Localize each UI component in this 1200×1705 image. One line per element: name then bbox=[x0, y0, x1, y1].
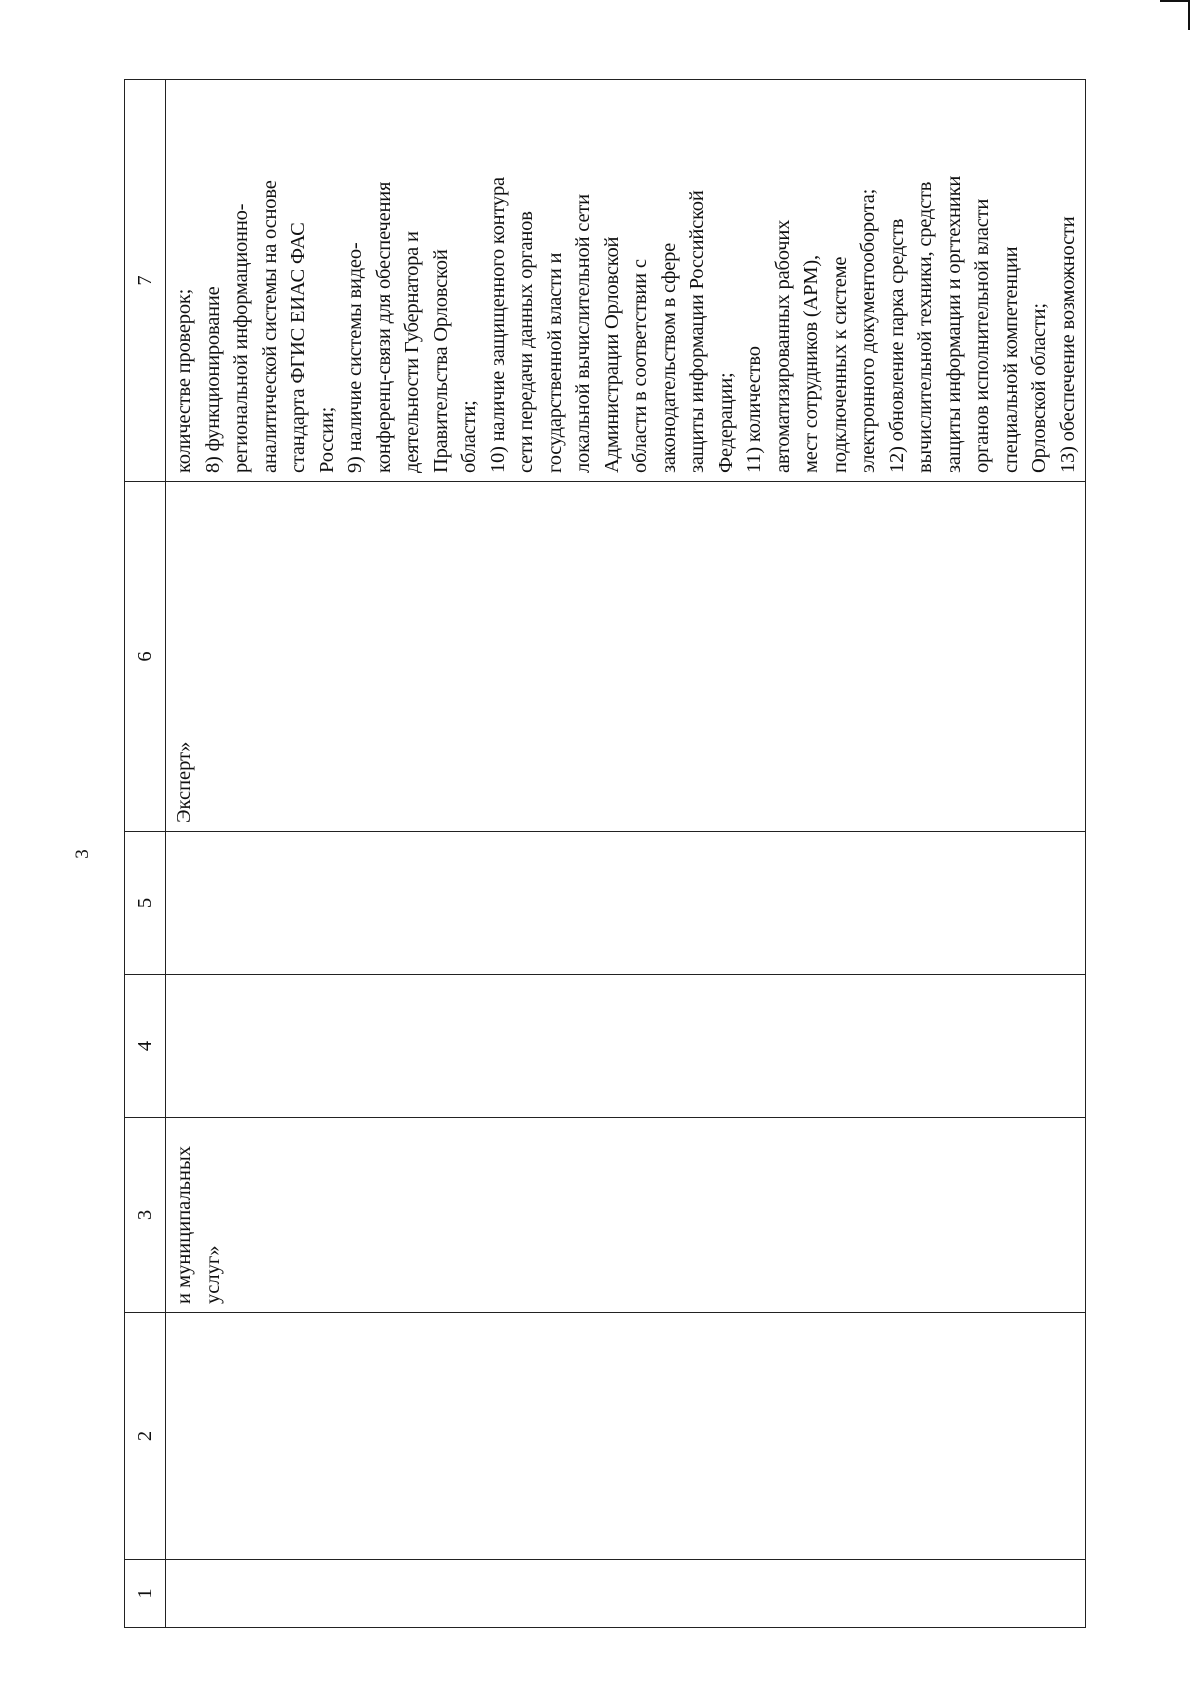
cell-col-6: Эксперт» bbox=[166, 482, 1086, 832]
header-row bbox=[125, 80, 166, 1628]
cell-col-2 bbox=[166, 1313, 1086, 1560]
rotated-table bbox=[124, 80, 1086, 1628]
header-col-5: 5 bbox=[125, 832, 166, 975]
table-row bbox=[166, 80, 1086, 1628]
cell-col-5 bbox=[166, 832, 1086, 975]
cell-col-7: количестве проверок; 8) функционирование региональной информационно- аналитической системы на основе стандарта ФГИС ЕИАС ФАС России; 9) наличие системы видео- конференц-связи для обеспечения деятельности Губернатора и Правительства Орловской области; 10) наличие защищенного контура сети передачи данных органов государственной власти и локальной вычислительной сети Администрации Орловской области в соответствии с законодательством в сфере защиты информации Российской Федерации; 11) количество автоматизированных рабочих мест сотрудников (АРМ), подключенных к системе электронного документооборота; 12) обновление парка средств вычислительной техники, средств защиты информации и оргтехники органов исполнительной власти специальной компетенции Орловской области; 13) обеспечение возможности bbox=[166, 80, 1086, 482]
program-table bbox=[124, 79, 1086, 1628]
header-col-3: 3 bbox=[125, 1118, 166, 1313]
header-col-7: 7 bbox=[125, 80, 166, 482]
cell-col-3: и муниципальных услуг» bbox=[166, 1118, 1086, 1313]
page-number: 3 bbox=[71, 849, 93, 859]
cell-col-4 bbox=[166, 975, 1086, 1118]
header-col-2: 2 bbox=[125, 1313, 166, 1560]
cell-col-1 bbox=[166, 1560, 1086, 1628]
header-col-4: 4 bbox=[125, 975, 166, 1118]
corner-mark bbox=[1160, 0, 1190, 30]
header-col-6: 6 bbox=[125, 482, 166, 832]
header-col-1: 1 bbox=[125, 1560, 166, 1628]
